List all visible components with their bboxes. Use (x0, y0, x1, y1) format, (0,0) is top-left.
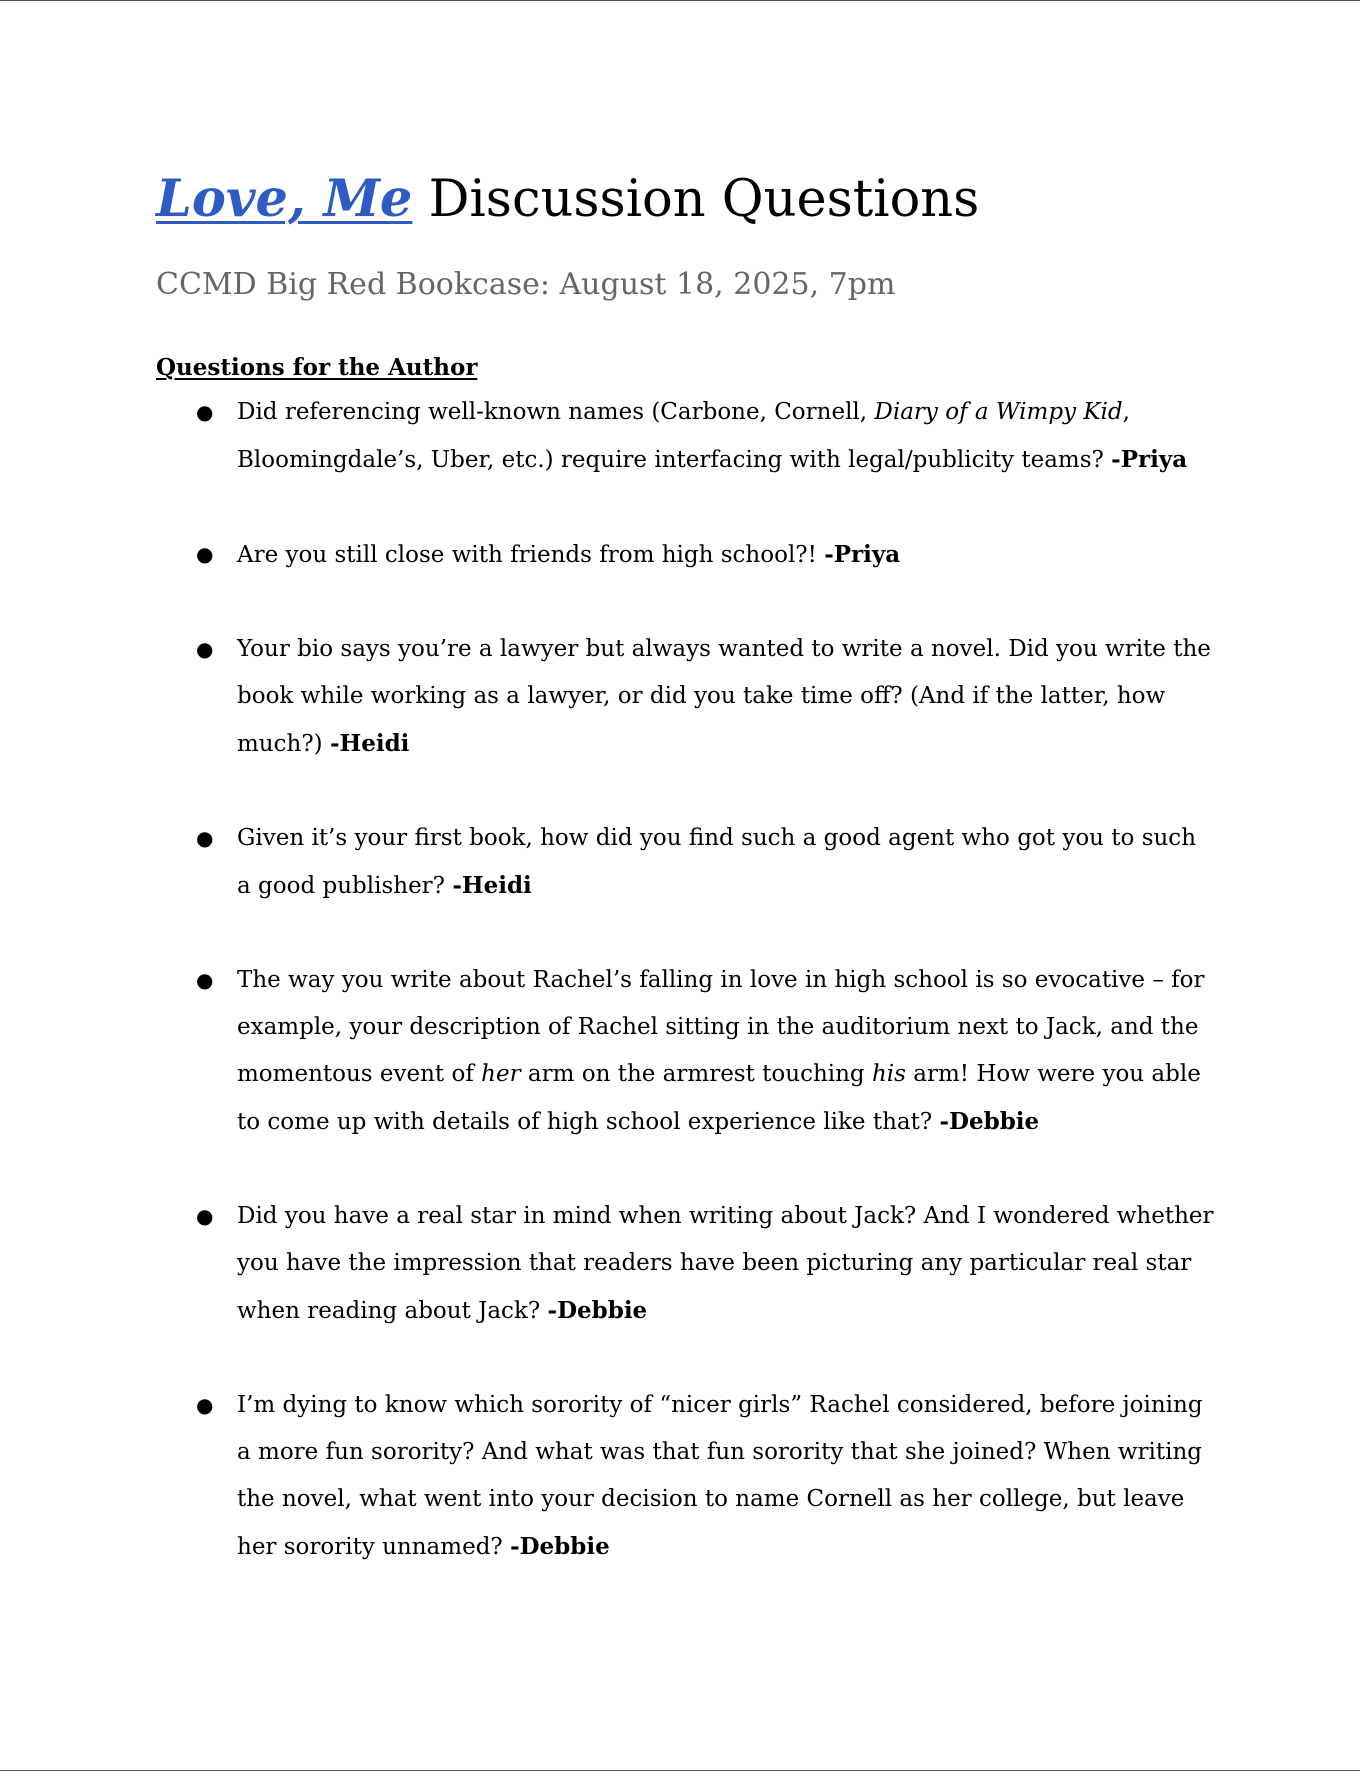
bullet-icon: ● (196, 637, 214, 661)
page-top-border (0, 0, 1360, 1)
event-subtitle: CCMD Big Red Bookcase: August 18, 2025, 7pm (156, 267, 896, 302)
question-author: -Debbie (510, 1533, 610, 1560)
question-text: I’m dying to know which sorority of “nicer girls” Rachel considered, before joining a more fun sorority? And what was that fun sorority that she joined? When writing the novel, what went into your decision to name Cornell as her college, but leave her sorority unnamed? (237, 1392, 1203, 1560)
question-text: Did you have a real star in mind when writing about Jack? And I wondered whether you have the impression that readers have been picturing any particular real star when reading about Jack? (237, 1203, 1214, 1324)
question-author: -Debbie (939, 1108, 1040, 1135)
bullet-icon: ● (196, 968, 214, 992)
question-item (156, 531, 1216, 579)
question-author: -Debbie (547, 1297, 648, 1324)
question-author: -Heidi (329, 730, 410, 757)
question-author: -Priya (1111, 446, 1188, 473)
question-item (156, 389, 1216, 484)
question-italic-text: Diary of a Wimpy Kid (874, 399, 1123, 425)
question-author: -Heidi (452, 872, 532, 899)
question-text: arm on the armrest touching (520, 1061, 872, 1087)
question-italic-text: her (481, 1061, 521, 1087)
question-item (156, 1382, 1216, 1571)
section-heading: Questions for the Author (156, 354, 478, 381)
bullet-icon: ● (196, 400, 214, 424)
question-text: arm! How were you able to come up with details of high school experience like that? (237, 1061, 1201, 1135)
book-title-link[interactable]: Love, Me (156, 169, 413, 229)
document-title (156, 160, 1216, 239)
question-text: Your bio says you’re a lawyer but always wanted to write a novel. Did you write the book while working as a lawyer, or did you take time off? (And if the latter, how much?) (237, 636, 1211, 757)
bullet-icon: ● (196, 542, 214, 566)
question-author: -Priya (824, 541, 901, 568)
title-text: Discussion Questions (412, 170, 980, 229)
question-item (156, 626, 1216, 768)
document-page (156, 160, 1216, 1618)
question-item (156, 957, 1216, 1146)
question-item (156, 815, 1216, 910)
question-text: Given it’s your first book, how did you find such a good agent who got you to such a good publisher? (237, 825, 1197, 899)
question-text: Are you still close with friends from high school?! (237, 542, 825, 568)
bullet-icon: ● (196, 826, 214, 850)
question-item (156, 1193, 1216, 1335)
question-text: The way you write about Rachel’s falling in love in high school is so evocative – for example, your description of Rachel sitting in the auditorium next to Jack, and the momentous event of (237, 967, 1205, 1087)
question-text: , Bloomingdale’s, Uber, etc.) require interfacing with legal/publicity teams? (237, 399, 1130, 473)
bullet-icon: ● (196, 1204, 214, 1228)
bullet-icon: ● (196, 1393, 214, 1417)
question-italic-text: his (871, 1061, 906, 1087)
question-text: Did referencing well-known names (Carbone, Cornell, (237, 399, 875, 425)
questions-list (156, 389, 1216, 1571)
